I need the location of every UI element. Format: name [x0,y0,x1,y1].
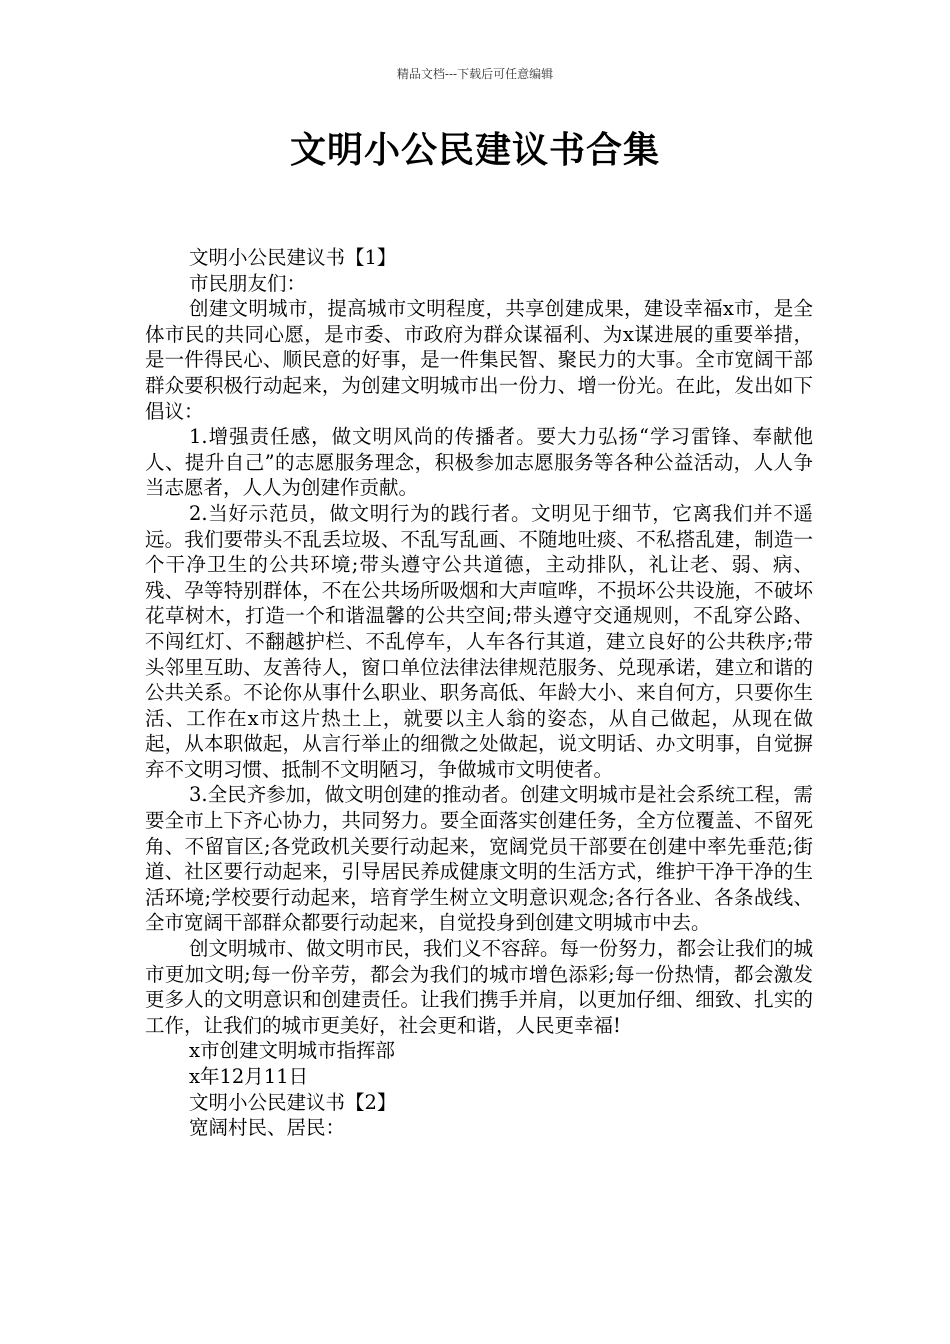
paragraph-point-3: 3.全民齐参加，做文明创建的推动者。创建文明城市是社会系统工程，需要全市上下齐心协力，共同努力。要全面落实创建任务，全方位覆盖、不留死角、不留盲区;各党政机关要行动起来，宽阔党员干部要在创建中率先垂范;街道、社区要行动起来，引导居民养成健康文明的生活方式，维护干净干净的生活环境;学校要行动起来，培育学生树立文明意识观念;各行各业、各条战线、全市宽阔干部群众都要行动起来，自觉投身到创建文明城市中去。 [145,783,813,935]
paragraph-closing: 创文明城市、做文明市民，我们义不容辞。每一份努力，都会让我们的城市更加文明;每一份辛劳，都会为我们的城市增色添彩;每一份热情，都会激发更多人的文明意识和创建责任。让我们携手并肩，以更加仔细、细致、扎实的工作，让我们的城市更美好，社会更和谐，人民更幸福! [145,937,814,1037]
section-heading-2: 文明小公民建议书【2】 [189,1090,397,1114]
paragraph-point-2: 2.当好示范员，做文明行为的践行者。文明见于细节，它离我们并不遥远。我们要带头不乱丢垃圾、不乱写乱画、不随地吐痰、不私搭乱建，制造一个干净卫生的公共环境;带头遵守公共道德，主动排队，礼让老、弱、病、残、孕等特别群体，不在公共场所吸烟和大声喧哗，不损坏公共设施，不破坏花草树木，打造一个和谐温馨的公共空间;带头遵守交通规则，不乱穿公路、不闯红灯、不翻越护栏、不乱停车，人车各行其道，建立良好的公共秩序;带头邻里互助、友善待人，窗口单位法律法律规范服务、兑现承诺，建立和谐的公共关系。不论你从事什么职业、职务高低、年龄大小、来自何方，只要你生活、工作在x市这片热土上，就要以主人翁的姿态，从自己做起，从现在做起，从本职做起，从言行举止的细微之处做起，说文明话、办文明事，自觉摒弃不文明习惯、抵制不文明陋习，争做城市文明使者。 [145,501,813,781]
section-heading-1: 文明小公民建议书【1】 [189,246,397,269]
signature-org: x市创建文明城市指挥部 [189,1039,395,1063]
document-body [145,245,813,1141]
paragraph-intro: 创建文明城市，提高城市文明程度，共享创建成果，建设幸福x市，是全体市民的共同心愿，是市委、市政府为群众谋福利、为x谋进展的重要举措，是一件得民心、顺民意的好事，是一件集民智、聚民力的大事。全市宽阔干部群众要积极行动起来，为创建文明城市出一份力、增一份光。在此，发出如下倡议： [145,297,813,423]
salutation-1: 市民朋友们： [189,271,307,295]
salutation-2: 宽阔村民、居民： [189,1116,346,1140]
page-title: 文明小公民建议书合集 [289,130,660,171]
paragraph-point-1: 1.增强责任感，做文明风尚的传播者。要大力弘扬“学习雷锋、奉献他人、提升自己”的志愿服务理念，积极参加志愿服务等各种公益活动，人人争当志愿者，人人为创建作贡献。 [145,425,813,500]
signature-date: x年12月11日 [189,1065,309,1088]
header-note: 精品文档---下载后可任意编辑 [396,67,554,81]
